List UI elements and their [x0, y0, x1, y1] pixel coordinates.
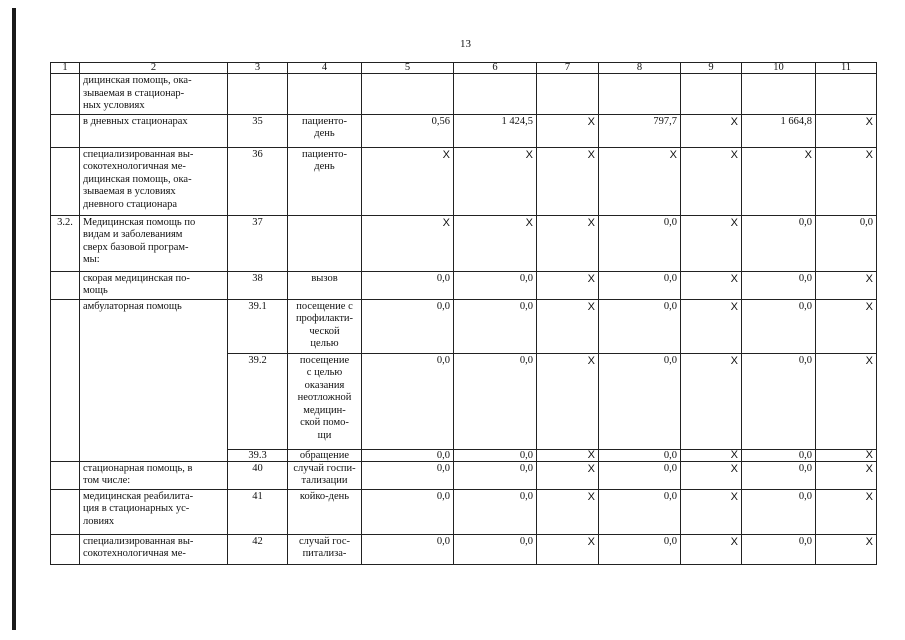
line-number-cell: 36: [228, 147, 288, 215]
line-number-cell: 35: [228, 114, 288, 147]
unit-cell: посещение с целью оказания неотложной медицин- ской помо- щи: [288, 353, 362, 449]
table-row: [51, 271, 877, 299]
unit-cell: койко-день: [288, 489, 362, 534]
value-cell-5: [362, 74, 454, 115]
line-number-cell: 41: [228, 489, 288, 534]
value-cell-8: 797,7: [599, 114, 681, 147]
section-number-cell: [51, 449, 80, 461]
section-number-cell: [51, 114, 80, 147]
value-cell-10: 0,0: [742, 299, 816, 353]
unit-cell: обращение: [288, 449, 362, 461]
column-header: 2: [80, 63, 228, 74]
section-number-cell: 3.2.: [51, 215, 80, 271]
column-header: 1: [51, 63, 80, 74]
value-cell-8: 0,0: [599, 449, 681, 461]
binding-edge: [12, 8, 16, 630]
value-cell-5: 0,0: [362, 299, 454, 353]
value-cell-6: 0,0: [454, 461, 537, 489]
value-cell-5: 0,0: [362, 449, 454, 461]
value-cell-8: X: [599, 147, 681, 215]
table-row: [51, 534, 877, 564]
value-cell-10: 0,0: [742, 489, 816, 534]
line-number-cell: 39.1: [228, 299, 288, 353]
table-row: [51, 74, 877, 115]
unit-cell: пациенто- день: [288, 114, 362, 147]
indicator-name-cell: дицинская помощь, ока- зываемая в стационар- ных условиях: [80, 74, 228, 115]
value-cell-10: 0,0: [742, 534, 816, 564]
value-cell-9: X: [681, 534, 742, 564]
column-header: 4: [288, 63, 362, 74]
value-cell-5: 0,0: [362, 353, 454, 449]
unit-cell: случай гос- питализа-: [288, 534, 362, 564]
value-cell-5: X: [362, 215, 454, 271]
column-header: 9: [681, 63, 742, 74]
section-number-cell: [51, 147, 80, 215]
value-cell-8: 0,0: [599, 215, 681, 271]
value-cell-9: X: [681, 147, 742, 215]
value-cell-11: X: [816, 461, 877, 489]
line-number-cell: 37: [228, 215, 288, 271]
section-number-cell: [51, 489, 80, 534]
unit-cell: [288, 74, 362, 115]
line-number-cell: 39.3: [228, 449, 288, 461]
line-number-cell: 42: [228, 534, 288, 564]
value-cell-8: 0,0: [599, 299, 681, 353]
table-row: [51, 353, 877, 449]
section-number-cell: [51, 74, 80, 115]
value-cell-6: X: [454, 147, 537, 215]
value-cell-6: [454, 74, 537, 115]
value-cell-5: 0,0: [362, 489, 454, 534]
line-number-cell: 38: [228, 271, 288, 299]
value-cell-9: X: [681, 461, 742, 489]
value-cell-6: 0,0: [454, 489, 537, 534]
value-cell-7: X: [537, 215, 599, 271]
value-cell-10: 0,0: [742, 461, 816, 489]
value-cell-9: X: [681, 215, 742, 271]
column-header: 5: [362, 63, 454, 74]
page-number: 13: [460, 38, 471, 50]
value-cell-9: X: [681, 489, 742, 534]
value-cell-7: X: [537, 534, 599, 564]
table-row: [51, 449, 877, 461]
value-cell-11: X: [816, 534, 877, 564]
value-cell-8: 0,0: [599, 489, 681, 534]
indicator-name-cell: скорая медицинская по- мощь: [80, 271, 228, 299]
table-body: [51, 63, 877, 565]
value-cell-10: 0,0: [742, 215, 816, 271]
value-cell-7: X: [537, 147, 599, 215]
value-cell-6: X: [454, 215, 537, 271]
indicator-name-cell: [80, 353, 228, 449]
table-row: [51, 215, 877, 271]
value-cell-7: X: [537, 299, 599, 353]
value-cell-10: X: [742, 147, 816, 215]
section-number-cell: [51, 534, 80, 564]
value-cell-9: X: [681, 114, 742, 147]
value-cell-5: 0,0: [362, 271, 454, 299]
header-row: [51, 63, 877, 74]
value-cell-11: X: [816, 449, 877, 461]
table-row: [51, 489, 877, 534]
table-row: [51, 147, 877, 215]
value-cell-5: 0,0: [362, 534, 454, 564]
unit-cell: вызов: [288, 271, 362, 299]
value-cell-9: [681, 74, 742, 115]
indicator-name-cell: амбулаторная помощь: [80, 299, 228, 353]
section-number-cell: [51, 271, 80, 299]
table-row: [51, 461, 877, 489]
section-number-cell: [51, 299, 80, 353]
value-cell-11: X: [816, 353, 877, 449]
column-header: 3: [228, 63, 288, 74]
line-number-cell: [228, 74, 288, 115]
indicator-name-cell: стационарная помощь, в том числе:: [80, 461, 228, 489]
value-cell-7: X: [537, 489, 599, 534]
value-cell-7: [537, 74, 599, 115]
line-number-cell: 39.2: [228, 353, 288, 449]
value-cell-7: X: [537, 114, 599, 147]
column-header: 11: [816, 63, 877, 74]
value-cell-6: 0,0: [454, 271, 537, 299]
value-cell-6: 1 424,5: [454, 114, 537, 147]
value-cell-6: 0,0: [454, 353, 537, 449]
indicator-name-cell: специализированная вы- сокотехнологичная ме- дицинская помощь, ока- зываемая в условиях дневного стационара: [80, 147, 228, 215]
value-cell-11: X: [816, 299, 877, 353]
value-cell-10: [742, 74, 816, 115]
value-cell-5: 0,0: [362, 461, 454, 489]
value-cell-11: [816, 74, 877, 115]
value-cell-6: 0,0: [454, 299, 537, 353]
column-header: 10: [742, 63, 816, 74]
value-cell-10: 1 664,8: [742, 114, 816, 147]
data-table: [50, 62, 877, 565]
indicator-name-cell: специализированная вы- сокотехнологичная ме-: [80, 534, 228, 564]
value-cell-8: [599, 74, 681, 115]
value-cell-9: X: [681, 353, 742, 449]
value-cell-9: X: [681, 449, 742, 461]
value-cell-10: 0,0: [742, 353, 816, 449]
unit-cell: пациенто- день: [288, 147, 362, 215]
value-cell-9: X: [681, 299, 742, 353]
section-number-cell: [51, 461, 80, 489]
table-row: [51, 114, 877, 147]
line-number-cell: 40: [228, 461, 288, 489]
value-cell-11: X: [816, 147, 877, 215]
value-cell-5: X: [362, 147, 454, 215]
value-cell-8: 0,0: [599, 271, 681, 299]
indicator-name-cell: медицинская реабилита- ция в стационарных ус- ловиях: [80, 489, 228, 534]
value-cell-6: 0,0: [454, 449, 537, 461]
value-cell-11: X: [816, 114, 877, 147]
value-cell-6: 0,0: [454, 534, 537, 564]
value-cell-8: 0,0: [599, 534, 681, 564]
section-number-cell: [51, 353, 80, 449]
value-cell-8: 0,0: [599, 353, 681, 449]
indicator-name-cell: [80, 449, 228, 461]
value-cell-11: 0,0: [816, 215, 877, 271]
value-cell-9: X: [681, 271, 742, 299]
table-row: [51, 299, 877, 353]
value-cell-10: 0,0: [742, 271, 816, 299]
value-cell-7: X: [537, 353, 599, 449]
value-cell-7: X: [537, 461, 599, 489]
unit-cell: случай госпи- тализации: [288, 461, 362, 489]
value-cell-11: X: [816, 271, 877, 299]
value-cell-5: 0,56: [362, 114, 454, 147]
value-cell-8: 0,0: [599, 461, 681, 489]
column-header: 6: [454, 63, 537, 74]
indicator-name-cell: в дневных стационарах: [80, 114, 228, 147]
value-cell-7: X: [537, 271, 599, 299]
value-cell-7: X: [537, 449, 599, 461]
unit-cell: посещение с профилакти- ческой целью: [288, 299, 362, 353]
indicator-name-cell: Медицинская помощь по видам и заболеваниям сверх базовой програм- мы:: [80, 215, 228, 271]
column-header: 7: [537, 63, 599, 74]
value-cell-11: X: [816, 489, 877, 534]
value-cell-10: 0,0: [742, 449, 816, 461]
unit-cell: [288, 215, 362, 271]
column-header: 8: [599, 63, 681, 74]
